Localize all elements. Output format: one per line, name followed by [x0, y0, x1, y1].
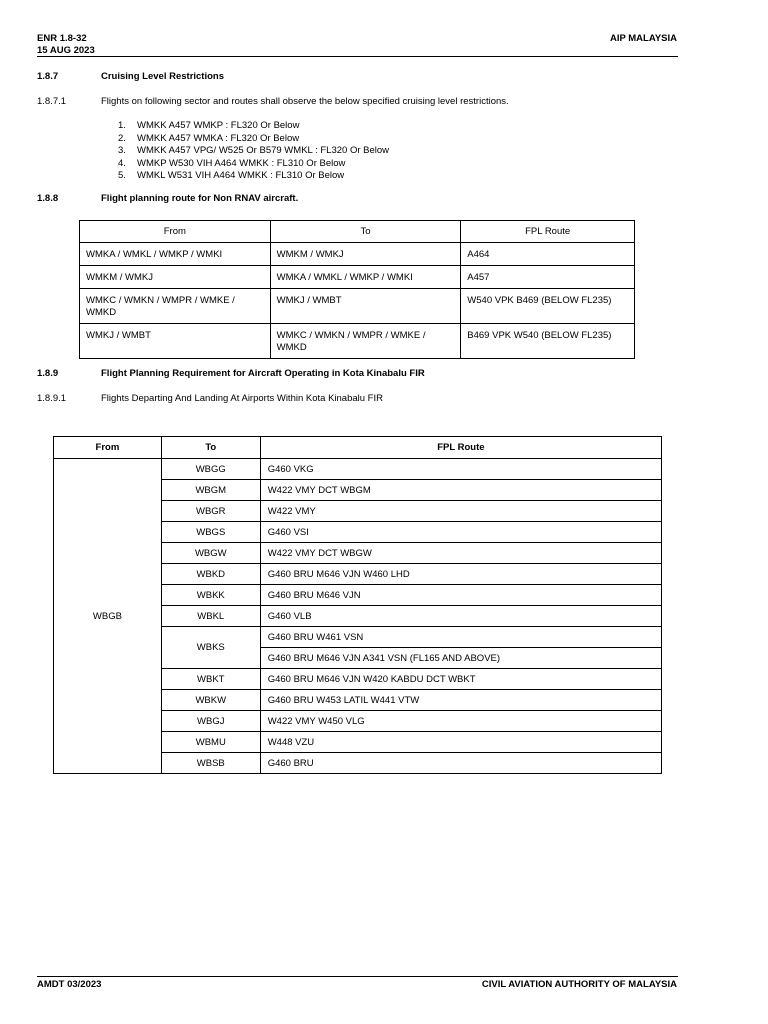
restriction-list [118, 120, 389, 183]
restriction-item-text: WMKK A457 WMKA : FL320 Or Below [137, 132, 300, 144]
to-cell: WBKW [161, 690, 260, 711]
restriction-item-number: 5. [118, 170, 126, 181]
to-cell: WBGM [161, 480, 260, 501]
kota-kinabalu-fir-route-table [53, 436, 662, 774]
fpl-route-cell: A464 [461, 243, 635, 266]
restriction-item-number: 3. [118, 145, 126, 156]
column-header-fpl-route: FPL Route [260, 437, 661, 459]
from-cell: WBGB [54, 459, 162, 774]
fpl-route-cell: W540 VPK B469 (BELOW FL235) [461, 289, 635, 324]
restriction-item [118, 120, 389, 133]
fpl-route-cell: G460 BRU M646 VJN [260, 585, 661, 606]
table-row [80, 324, 635, 359]
header-rule [37, 56, 678, 57]
subsection-number: 1.8.7.1 [37, 96, 67, 107]
fpl-route-cell: A457 [461, 266, 635, 289]
fpl-route-cell: G460 BRU M646 VJN W420 KABDU DCT WBKT [260, 669, 661, 690]
fpl-route-cell: G460 BRU M646 VJN W460 LHD [260, 564, 661, 585]
restriction-item-number: 1. [118, 120, 126, 131]
restriction-item-number: 2. [118, 132, 126, 144]
fpl-route-cell: G460 VLB [260, 606, 661, 627]
restriction-item [118, 158, 389, 171]
non-rnav-route-table [79, 220, 635, 359]
publication-name: AIP MALAYSIA [609, 33, 677, 44]
fpl-route-cell: W448 VZU [260, 732, 661, 753]
to-cell: WBKT [161, 669, 260, 690]
section-title: Flight planning route for Non RNAV aircraft. [101, 193, 299, 204]
fpl-route-cell: W422 VMY DCT WBGM [260, 480, 661, 501]
to-cell: WMKA / WMKL / WMKP / WMKI [270, 266, 461, 289]
to-cell: WBGG [161, 459, 260, 480]
to-cell: WBKS [161, 627, 260, 669]
column-header-from: From [54, 437, 162, 459]
section-number: 1.8.8 [37, 193, 59, 204]
to-cell: WMKM / WMKJ [270, 243, 461, 266]
from-cell: WMKC / WMKN / WMPR / WMKE / WMKD [80, 289, 271, 324]
section-number: 1.8.7 [37, 71, 59, 82]
restriction-item [118, 170, 389, 183]
fpl-route-cell: W422 VMY DCT WBGW [260, 543, 661, 564]
restriction-item-text: WMKL W531 VIH A464 WMKK : FL310 Or Below [137, 170, 345, 181]
fpl-route-cell: W422 VMY W450 VLG [260, 711, 661, 732]
to-cell: WBGJ [161, 711, 260, 732]
section-title: Cruising Level Restrictions [101, 71, 225, 82]
restriction-item [118, 133, 389, 146]
subsection-number: 1.8.9.1 [37, 393, 67, 404]
section-title: Flight Planning Requirement for Aircraft Operating in Kota Kinabalu FIR [101, 368, 425, 379]
fpl-route-cell: B469 VPK W540 (BELOW FL235) [461, 324, 635, 359]
from-cell: WMKM / WMKJ [80, 266, 271, 289]
fpl-route-cell: G460 BRU W461 VSN [260, 627, 661, 648]
table-row [80, 289, 635, 324]
to-cell: WBKK [161, 585, 260, 606]
issuing-authority: CIVIL AVIATION AUTHORITY OF MALAYSIA [481, 979, 677, 990]
section-number: 1.8.9 [37, 368, 59, 379]
to-cell: WBSB [161, 753, 260, 774]
fpl-route-cell: G460 VSI [260, 522, 661, 543]
column-header-from: From [80, 221, 271, 243]
restriction-item-number: 4. [118, 157, 126, 169]
fpl-route-cell: G460 BRU M646 VJN A341 VSN (FL165 AND ABOVE) [260, 648, 661, 669]
restriction-item [118, 145, 389, 158]
to-cell: WBMU [161, 732, 260, 753]
to-cell: WBKL [161, 606, 260, 627]
fpl-route-cell: G460 BRU [260, 753, 661, 774]
to-cell: WBGR [161, 501, 260, 522]
page-header-left [37, 33, 95, 57]
restriction-item-text: WMKK A457 VPG/ W525 Or B579 WMKL : FL320 Or Below [137, 145, 390, 156]
fpl-route-cell: W422 VMY [260, 501, 661, 522]
column-header-to: To [270, 221, 461, 243]
to-cell: WBGS [161, 522, 260, 543]
table-row [54, 459, 662, 480]
fpl-route-cell: G460 VKG [260, 459, 661, 480]
fpl-route-cell: G460 BRU W453 LATIL W441 VTW [260, 690, 661, 711]
subsection-text: Flights Departing And Landing At Airports Within Kota Kinabalu FIR [101, 393, 383, 404]
to-cell: WBGW [161, 543, 260, 564]
to-cell: WMKJ / WMBT [270, 289, 461, 324]
table-row [80, 266, 635, 289]
restriction-item-text: WMKP W530 VIH A464 WMKK : FL310 Or Below [137, 157, 346, 169]
amendment-number: AMDT 03/2023 [37, 979, 102, 990]
column-header-fpl-route: FPL Route [461, 221, 635, 243]
to-cell: WMKC / WMKN / WMPR / WMKE / WMKD [270, 324, 461, 359]
column-header-to: To [161, 437, 260, 459]
subsection-text: Flights on following sector and routes shall observe the below specified cruising level restrictions. [101, 96, 509, 107]
from-cell: WMKJ / WMBT [80, 324, 271, 359]
footer-rule [37, 976, 678, 977]
document-date: 15 AUG 2023 [37, 45, 95, 56]
restriction-item-text: WMKK A457 WMKP : FL320 Or Below [137, 120, 300, 131]
document-reference: ENR 1.8-32 [37, 33, 87, 44]
from-cell: WMKA / WMKL / WMKP / WMKI [80, 243, 271, 266]
table-row [80, 243, 635, 266]
to-cell: WBKD [161, 564, 260, 585]
